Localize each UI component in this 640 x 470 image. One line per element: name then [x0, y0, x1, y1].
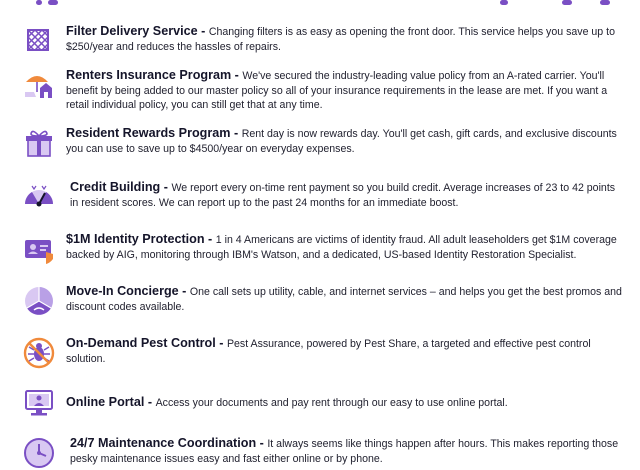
service-title: Credit Building	[70, 180, 161, 194]
service-description: One call sets up utility, cable, and internet services – and helps you get the best promos and discount codes available.	[66, 286, 622, 313]
service-description: Changing filters is as easy as opening the front door. This service helps you save up to $250/year and reduces the hassles of repairs.	[66, 26, 615, 53]
service-title: Resident Rewards Program	[66, 126, 231, 140]
service-title: On-Demand Pest Control	[66, 336, 216, 350]
service-description: 1 in 4 Americans are victims of identity fraud. All adult leaseholders get $1M coverage backed by AIG, monitoring through IBM's Watson, and a dedicated, US-based Identity Restoration Specialist.	[66, 234, 617, 261]
pest-control-icon	[22, 336, 56, 370]
filter-grid-icon	[22, 24, 56, 58]
service-title: Renters Insurance Program	[66, 68, 232, 82]
service-title: 24/7 Maintenance Coordination	[70, 436, 257, 450]
identity-card-icon	[22, 232, 56, 266]
service-description: We report every on-time rent payment so you build credit. Average increases of 23 to 42 points in resident scores. We can report up to the past 24 months for an immediate boost.	[70, 182, 616, 209]
concierge-pie-icon	[22, 284, 56, 318]
service-text: Move-In Concierge - One call sets up utility, cable, and internet services – and helps you get the best promos and discount codes available.	[66, 284, 622, 313]
top-decoration	[0, 0, 640, 8]
service-title: Move-In Concierge	[66, 284, 179, 298]
online-portal-icon	[22, 386, 56, 420]
service-text: Online Portal - Access your documents and pay rent through our easy to use online portal.	[66, 395, 508, 409]
service-text: 24/7 Maintenance Coordination - It always seems like things happen after hours. This makes reporting those pesky maintenance issues easy and fast either online or by phone.	[70, 436, 619, 465]
service-text: Credit Building - We report every on-time rent payment so you build credit. Average increases of 23 to 42 points in resident scores. We can report up to the past 24 months for an immediate boost.	[70, 180, 616, 209]
clock-icon	[22, 436, 56, 470]
service-description: Access your documents and pay rent through our easy to use online portal.	[155, 397, 508, 409]
gift-box-icon	[22, 126, 56, 160]
service-description: We've secured the industry-leading value policy from an A-rated carrier. You'll benefit by being added to our master policy so all of your insurance requirements in the lease are met. If you want a retail individual policy, you can still get that at any time.	[66, 70, 608, 111]
service-description: Rent day is now rewards day. You'll get cash, gift cards, and exclusive discounts you can use to save up to $4500/year on everyday expenses.	[66, 128, 617, 155]
service-text: Resident Rewards Program - Rent day is now rewards day. You'll get cash, gift cards, and exclusive discounts you can use to save up to $4500/year on everyday expenses.	[66, 126, 617, 155]
service-title: Filter Delivery Service	[66, 24, 198, 38]
service-text: Renters Insurance Program - We've secured the industry-leading value policy from an A-rated carrier. You'll benefit by being added to our master policy so all of your insurance requirements in the lease are met. If you want a retail individual policy, you can still get that at any time.	[66, 68, 608, 111]
service-text: Filter Delivery Service - Changing filters is as easy as opening the front door. This service helps you save up to $250/year and reduces the hassles of repairs.	[66, 24, 615, 53]
service-title: $1M Identity Protection	[66, 232, 205, 246]
credit-gauge-icon	[22, 180, 56, 214]
umbrella-house-icon	[22, 68, 56, 102]
service-title: Online Portal	[66, 395, 145, 409]
service-text: On-Demand Pest Control - Pest Assurance, powered by Pest Share, a targeted and effective pest control solution.	[66, 336, 591, 365]
service-description: Pest Assurance, powered by Pest Share, a targeted and effective pest control solution.	[66, 338, 591, 365]
service-text: $1M Identity Protection - 1 in 4 Americans are victims of identity fraud. All adult leaseholders get $1M coverage backed by AIG, monitoring through IBM's Watson, and a dedicated, US-based Identity Restoration Specialist.	[66, 232, 617, 261]
service-description: It always seems like things happen after hours. This makes reporting those pesky maintenance issues easy and fast either online or by phone.	[70, 438, 619, 465]
